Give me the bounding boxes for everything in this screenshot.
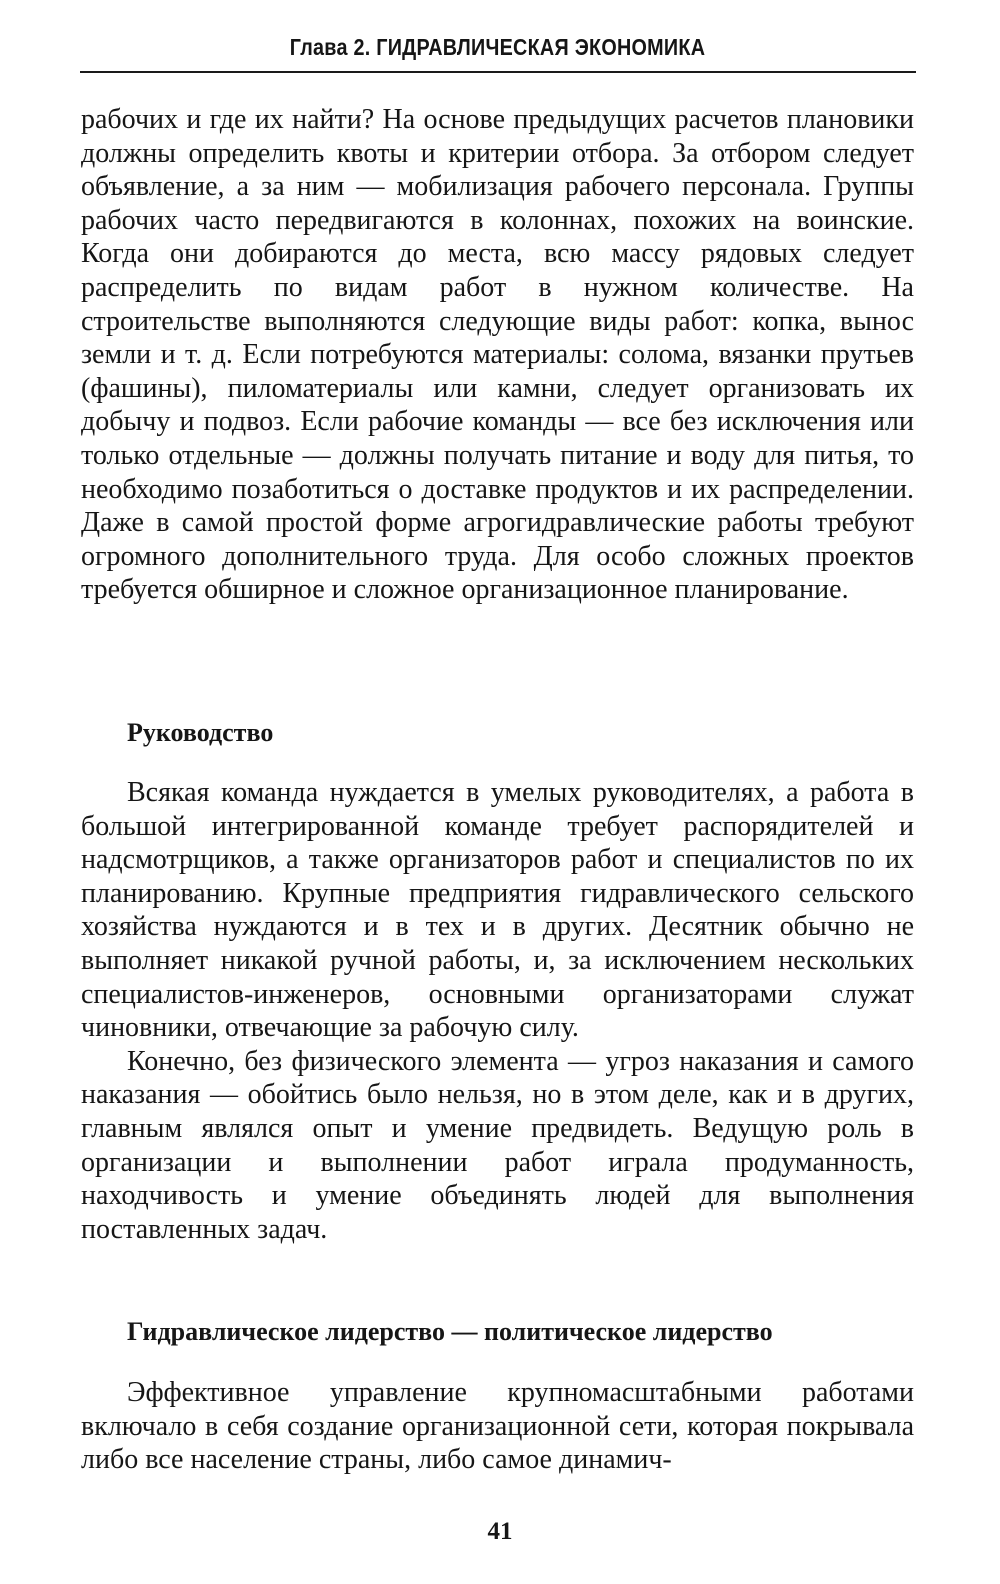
text-block-leadership xyxy=(81,776,914,1246)
paragraph: Эффективное управление крупномасштабными работами включало в себя создание организационной сети, которая покрывала либо все население страны, либо самое динамич- xyxy=(81,1377,914,1476)
paragraph-continued: рабочих и где их найти? На основе предыдущих расчетов плановики должны определить квоты и критерии отбора. За отбором следует объявление, а за ним — мобилизация рабочего персонала. Группы рабочих часто передвигаются в колоннах, похожих на воинские. Когда они добираются до места, всю массу рядовых следует распределить по видам работ в нужном количестве. На строительстве выполняются следующие виды работ: копка, вынос земли и т. д. Если потребуются материалы: солома, вязанки прутьев (фашины), пиломатериалы или камни, следует организовать их добычу и подвоз. Если рабочие команды — все без исключения или только отдельные — должны получать питание и воду для питья, то необходимо позаботиться о доставке продуктов и их распределении. Даже в самой простой форме агрогидравлические работы требуют огромного дополнительного труда. Для особо сложных проектов требуется обширное и сложное организационное планирование. xyxy=(81,104,914,606)
page-number: 41 xyxy=(487,1518,513,1545)
section-heading-leadership: Руководство xyxy=(127,718,274,747)
running-head: Глава 2. ГИДРАВЛИЧЕСКАЯ ЭКОНОМИКА xyxy=(289,34,706,60)
text-block-hydraulic-leadership xyxy=(81,1376,914,1477)
header-rule xyxy=(80,71,916,73)
paragraph: Всякая команда нуждается в умелых руководителях, а работа в большой интегрированной команде требует распорядителей и надсмотрщиков, а также организаторов работ и специалистов по их планированию. Крупные предприятия гидравлического сельского хозяйства нуждаются и в тех и в других. Десятник обычно не выполняет никакой ручной работы, и, за исключением нескольких специалистов-инженеров, основными организаторами служат чиновники, отвечающие за рабочую силу. xyxy=(81,777,914,1044)
paragraph: Конечно, без физического элемента — угроз наказания и самого наказания — обойтись было нельзя, но в этом деле, как и в других, главным являлся опыт и умение предвидеть. Ведущую роль в организации и выполнении работ играла продуманность, находчивость и умение объединять людей для выполнения поставленных задач. xyxy=(81,1045,914,1245)
text-block-top xyxy=(81,103,914,607)
section-heading-hydraulic-leadership: Гидравлическое лидерство — политическое лидерство xyxy=(127,1317,773,1346)
